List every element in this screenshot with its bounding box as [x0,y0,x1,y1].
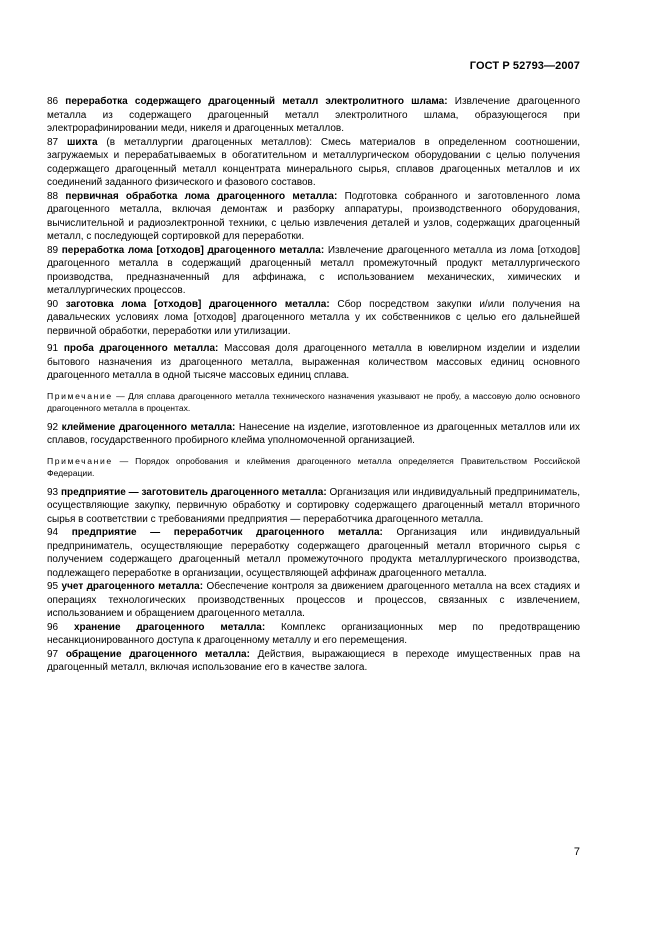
note-block [47,390,580,414]
term-entry-90 [47,298,580,339]
term-name: проба драгоценного металла: [63,343,219,354]
term-number: 91 [47,343,59,354]
note-label: Примечание [47,390,113,401]
term-definition: Извлечение драгоценного металла из лома [отходов] драгоценного металла в содержащий драгоценный металл промежуточный продукт металлургического производства, предназначенный для аффинажа, с использованием механических, химических и металлургических процессов. [47,244,580,296]
term-name: первичная обработка лома драгоценного металла: [65,190,338,202]
term-name: обращение драгоценного металла: [65,648,250,660]
term-definition: Действия, выражающиеся в переходе имущественных прав на драгоценный металл, включая использование его в качестве залога. [47,648,581,673]
term-number: 92 [47,421,59,433]
page-number: 7 [573,846,580,858]
term-definition: Организация или индивидуальный предприниматель, осуществляющие закупку, первичную обработку и сортировку содержащего драгоценный металл вторичного сырья в соответствии с требованиями предприятия — переработчика драгоценного металла. [47,486,581,525]
term-entry-93 [47,486,580,527]
term-definition: Комплекс организационных мер по предотвращению несанкционированного доступа к драгоценному металлу и его перемещения. [47,621,581,646]
term-number: 95 [47,581,59,592]
note-block [47,455,580,479]
term-entry-96 [47,621,580,648]
term-name: предприятие — переработчик драгоценного металла: [71,527,383,538]
term-entry-94 [47,526,580,580]
term-number: 89 [47,244,59,256]
term-entry-97 [47,648,580,675]
term-definition: Массовая доля драгоценного металла в ювелирном изделии и изделии бытового назначения из драгоценного металла, выраженная количеством массовых единиц основного драгоценного металла в одной тысяче массовых единиц сплава. [47,343,580,381]
document-header: ГОСТ Р 52793—2007 [469,60,580,72]
term-definition: Подготовка собранного и заготовленного лома драгоценного металла, включая демонтаж и разборку аппаратуры, производственного оборудования, вычислительной и радиоэлектронной техники, с целью извлечения деталей и узлов, содержащих драгоценный металл, с последующей сортировкой для переработки. [47,190,581,242]
note-text: — Порядок опробования и клеймения драгоценного металла определяется Правительством Российской Федерации. [47,455,581,478]
term-name: учет драгоценного металла: [61,581,204,592]
note-text: — Для сплава драгоценного металла технического назначения указывают не пробу, а массовую долю основного драгоценного металла в процентах. [47,390,580,413]
term-entry-92 [47,421,580,448]
term-entry-86 [47,95,580,136]
term-entry-89 [47,244,580,298]
term-name: шихта [67,136,98,148]
term-definition: Сбор посредством закупки и/или получения на давальческих условиях лома [отходов] драгоценного металла у их собственников с целью его дальнейшей первичной обработки, переработки или утилизации. [47,298,580,337]
term-definition: Организация или индивидуальный предприниматель, осуществляющие переработку содержащего драгоценный металл вторичного сырья с получением содержащего драгоценный металл промежуточного продукта металлургического производства, подлежащего переработке в организации, осуществляющей аффинаж драгоценного металла. [47,527,581,579]
term-entry-88 [47,190,580,244]
term-entry-91 [47,342,580,383]
term-definition: Извлечение драгоценного металла из содержащего драгоценный металл электролитного шлама, образующегося при электрорафинировании меди, никеля и драгоценных металлов. [47,96,580,134]
term-name: переработка лома [отходов] драгоценного металла: [61,244,325,256]
note-label: Примечание [47,455,113,466]
term-name: переработка содержащего драгоценный металл электролитного шлама: [65,96,448,107]
term-name: хранение драгоценного металла: [73,621,266,633]
term-number: 97 [47,648,59,660]
term-entry-95 [47,580,580,621]
term-number: 88 [47,190,59,202]
term-name: заготовка лома [отходов] драгоценного металла: [65,298,330,310]
term-number: 90 [47,298,59,310]
term-definition: Обеспечение контроля за движением драгоценного металла на всех стадиях и операциях технологических производственных процессов и процессов, связанных с извлечением, использованием и обращением драгоценного металла. [47,581,581,619]
term-number: 87 [47,136,59,148]
term-definition: Нанесение на изделие, изготовленное из драгоценных металлов или их сплавов, государственного пробирного клейма уполномоченной организацией. [47,421,581,446]
term-number: 93 [47,486,59,498]
term-number: 96 [47,621,59,633]
term-name: предприятие — заготовитель драгоценного металла: [60,486,327,498]
term-definition: (в металлургии драгоценных металлов): Смесь материалов в определенном соотношении, загружаемых и перерабатываемых в обогатительном и металлургическом оборудовании с целью получения содержащего драгоценный металл концентрата минерального сырья, сплавов драгоценных металлов и их соединений заданного физического и фазового составов. [47,136,580,188]
term-name: клеймение драгоценного металла: [61,421,236,433]
term-number: 94 [47,527,59,538]
document-body [47,95,580,675]
term-entry-87 [47,136,580,190]
term-number: 86 [47,96,59,107]
